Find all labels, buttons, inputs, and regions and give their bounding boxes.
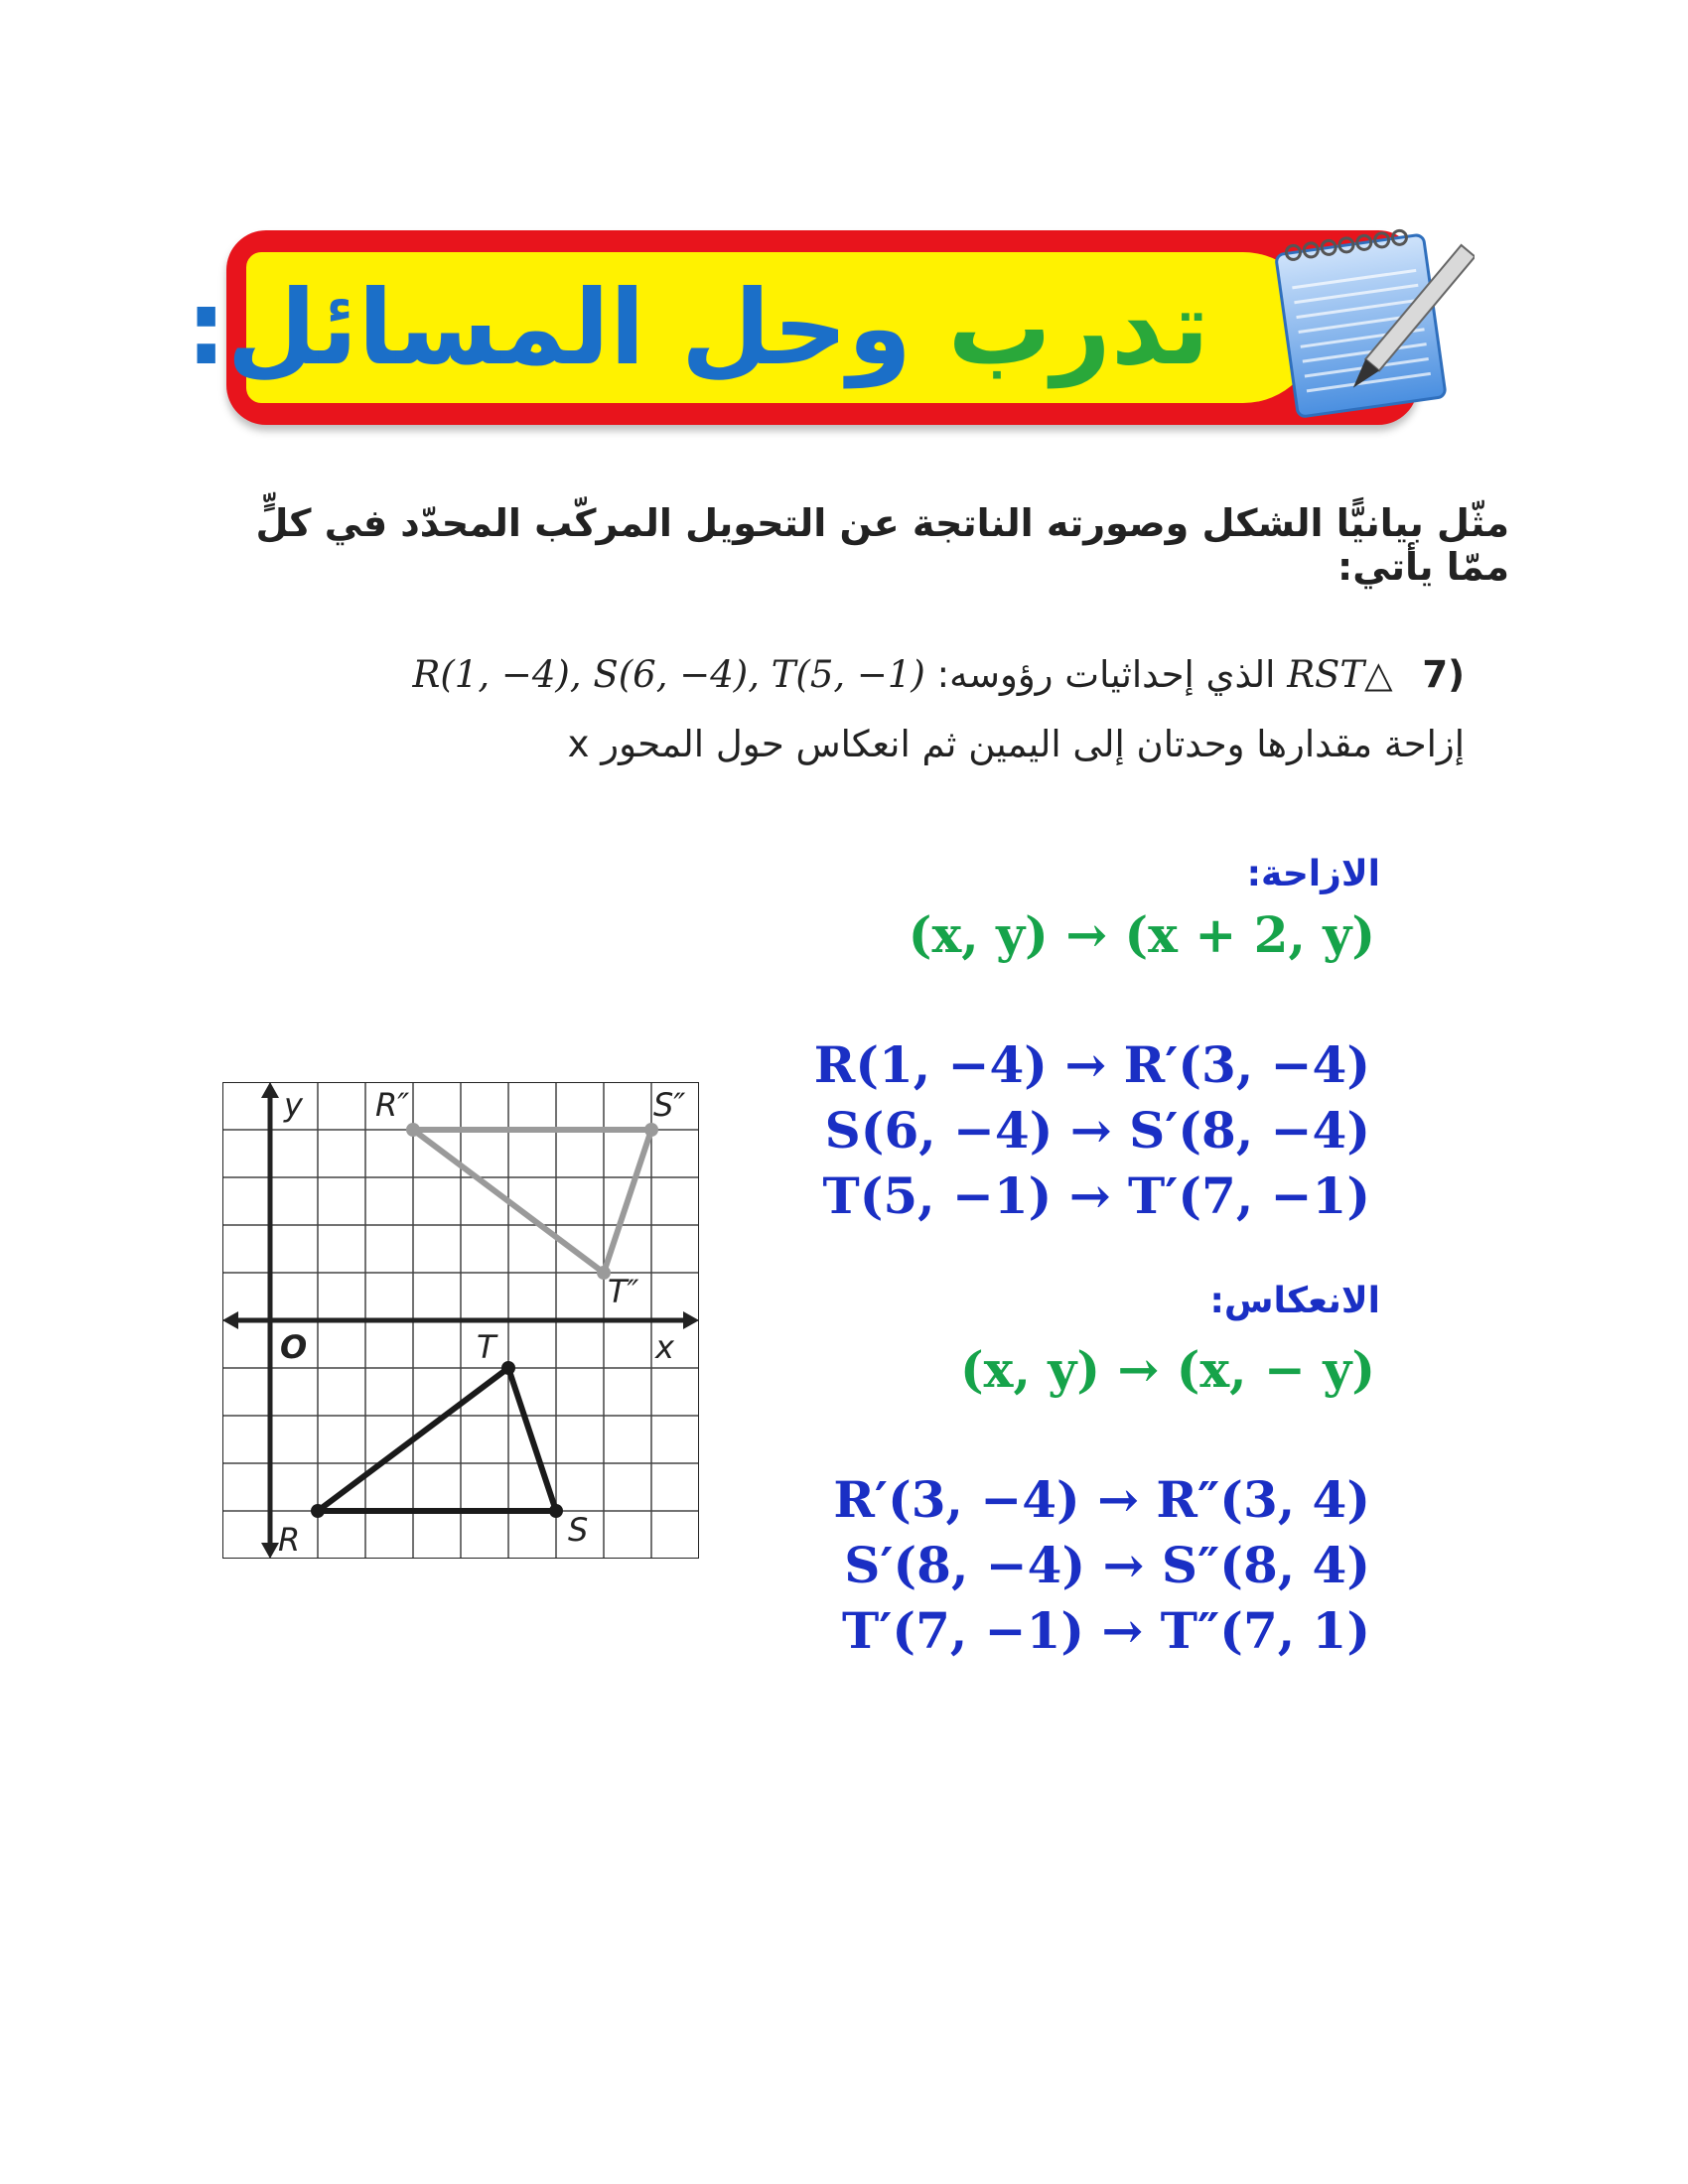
problem-vertices-label: الذي إحداثيات رؤوسه: [936, 653, 1276, 696]
y-axis-label: y [284, 1086, 303, 1124]
problem-line-1 [213, 640, 1465, 710]
image-triangle [413, 1130, 651, 1273]
reflection-point-r: R′(3, −4) → R″(3, 4) [833, 1470, 1370, 1529]
reflection-point-t: T′(7, −1) → T″(7, 1) [842, 1601, 1370, 1660]
vertex-label-t-double-prime: T″ [608, 1273, 639, 1310]
reflection-rule: (x, y) → (x, − y) [960, 1340, 1375, 1399]
problem-number: (7 [1422, 653, 1465, 696]
title-banner [185, 230, 1418, 425]
problem-line-2: إزاحة مقدارها وحدتان إلى اليمين ثم انعكاس حول المحور x [567, 723, 1465, 765]
vertex-dot-s [549, 1504, 563, 1518]
translation-point-t: T(5, −1) → T′(7, −1) [822, 1166, 1370, 1225]
reflection-points [833, 1467, 1370, 1664]
banner-title [185, 267, 1209, 388]
vertex-label-s-double-prime: S″ [653, 1086, 686, 1124]
banner-title-word1: تدرب [947, 267, 1209, 388]
x-axis-label: x [655, 1328, 674, 1366]
vertex-dot-s [644, 1123, 658, 1137]
translation-point-s: S(6, −4) → S′(8, −4) [824, 1101, 1370, 1160]
translation-point-r: R(1, −4) → R′(3, −4) [813, 1035, 1370, 1094]
translation-points [814, 1032, 1370, 1229]
problem-triangle: △RST [1287, 653, 1393, 696]
reflection-heading: الانعكاس: [1209, 1281, 1380, 1321]
vertex-label-r-double-prime: R″ [375, 1086, 410, 1124]
vertex-label-r: R [278, 1521, 301, 1559]
reflection-point-s: S′(8, −4) → S″(8, 4) [844, 1536, 1370, 1594]
origin-label: O [280, 1328, 308, 1366]
translation-rule: (x, y) → (x + 2, y) [908, 905, 1375, 964]
problem-statement [213, 640, 1465, 779]
vertex-dot-t [501, 1361, 515, 1375]
title-banner-inner [185, 252, 1319, 403]
notepad-pencil-icon [1256, 218, 1475, 427]
banner-title-word2: وحل المسائل: [185, 267, 913, 388]
original-triangle [318, 1368, 556, 1511]
problem-coordinates: R(1, −4), S(6, −4), T(5, −1) [412, 653, 925, 696]
vertex-dot-r [406, 1123, 420, 1137]
coordinate-graph [222, 1082, 699, 1559]
vertex-dot-r [311, 1504, 325, 1518]
vertex-label-t: T [477, 1328, 496, 1366]
instruction-text: مثّل بيانيًّا الشكل وصورته الناتجة عن التحويل المركّب المحدّد في كلٍّ ممّا يأتي: [255, 501, 1509, 589]
vertex-label-s: S [568, 1511, 589, 1549]
translation-heading: الازاحة: [1246, 854, 1380, 894]
